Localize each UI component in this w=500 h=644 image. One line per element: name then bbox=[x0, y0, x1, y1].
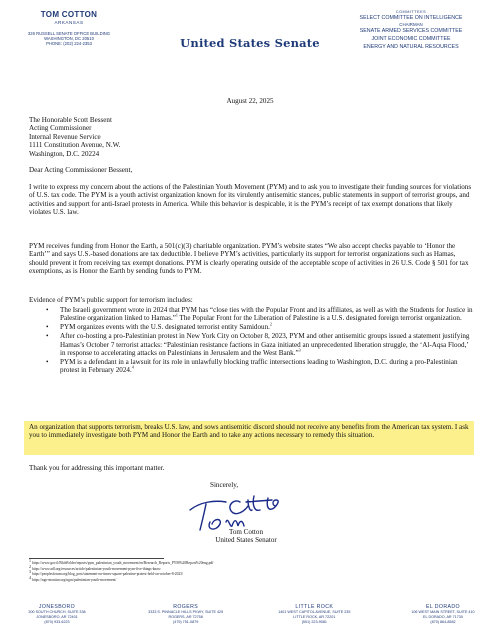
evidence-item: • PYM organizes events with the U.S. designated terrorist entity Samidoun.$^2$ bbox=[54, 323, 474, 331]
office-jonesboro: JONESBORO 300 SOUTH CHURCH, SUITE 338 JONESBORO, AR 72401 (870) 933-6223 bbox=[12, 604, 102, 624]
address-line: 326 RUSSELL SENATE OFFICE BUILDING bbox=[27, 31, 111, 36]
office-city: EL DORADO bbox=[425, 604, 460, 610]
footnote[interactable]: $^4$ https://ngo-monitor.org/ngos/palestinian-youth-movement/ bbox=[29, 574, 117, 582]
address-line: PHONE: (202) 224-2353 bbox=[46, 41, 92, 46]
salutation: Dear Acting Commissioner Bessent, bbox=[29, 166, 133, 174]
committee-role: CHAIRMAN bbox=[399, 22, 423, 27]
paragraph-request-highlighted: An organization that supports terrorism, breaks U.S. law, and sows antisemitic discord should not receive any benefits from the American tax system. I ask you to immediately investigate both PYM and Honor the Earth and to take any actions necessary to remedy this situation. bbox=[29, 423, 469, 440]
evidence-heading: Evidence of PYM’s public support for terrorism includes: bbox=[29, 296, 193, 304]
letter-date: August 22, 2025 bbox=[226, 97, 274, 105]
office-city: LITTLE ROCK bbox=[295, 604, 334, 610]
closing: Sincerely, bbox=[210, 481, 239, 489]
committees-list bbox=[336, 10, 486, 51]
evidence-list bbox=[54, 306, 474, 375]
senator-letterhead-left bbox=[14, 10, 124, 46]
office-city: ROGERS bbox=[173, 604, 199, 610]
committees-label: COMMITTEES bbox=[395, 10, 427, 14]
committee-name: SELECT COMMITTEE ON INTELLIGENCE bbox=[359, 15, 463, 21]
committee-name: ENERGY AND NATURAL RESOURCES bbox=[363, 44, 459, 50]
footnote[interactable]: $^3$ https://peoplesforum.org/blog_post/statement-on-times-square-palestine-protest-held-on-october-8-2023/ bbox=[29, 569, 183, 577]
signer-title: United States Senator bbox=[215, 536, 277, 545]
address-line: WASHINGTON, DC 20510 bbox=[44, 36, 94, 41]
evidence-item: • The Israeli government wrote in 2024 that PYM has “close ties with the Popular Front and its affiliates, as well as with the Students for Justice in Palestine organization linked to Hamas.”$^1$ The Popular Front for the Liberation of Palestine is a U.S. designated foreign terrorist organization. bbox=[54, 306, 474, 323]
office-rogers: ROGERS 3333 S. PINNACLE HILLS PKWY, SUITE 425 ROGERS, AR 72758 (479) 751-0879 bbox=[141, 604, 231, 624]
footnote-divider bbox=[29, 558, 164, 559]
state-offices-footer bbox=[0, 604, 500, 624]
evidence-item: • PYM is a defendant in a lawsuit for its role in unlawfully blocking traffic intersections leading to Washington, D.C. during a pro-Palestinian protest in February 2024.$^4$ bbox=[54, 358, 474, 375]
paragraph-intro: I write to express my concern about the actions of the Palestinian Youth Movement (PYM) and to ask you to investigate their funding sources for violations of U.S. tax code. The PYM is a youth activist organization known for its virulently antisemitic stances, public statements in support of terrorist groups, and activities and support for anti-Israel protests in America. While this behavior is despicable, it is the PYM’s receipt of tax exempt donations that likely violates U.S. law. bbox=[29, 183, 472, 217]
footnote[interactable]: $^1$ https://www.gov.il/BlobFolder/reports/pym_palestinian_youth_movement/en/Research_Reports_PYM%20Report%20eng.pdf bbox=[29, 558, 214, 566]
signer-block bbox=[206, 528, 286, 545]
office-city: JONESBORO bbox=[38, 604, 76, 610]
paragraph-funding: PYM receives funding from Honor the Earth, a 501(c)(3) charitable organization. PYM’s website states “We also accept checks payable to ‘Honor the Earth’” and says U.S.-based donations are tax deductible. I believe PYM’s activities, particularly its support for terrorist organizations such as Hamas, should prevent it from receiving tax exempt donations. PYM is clearly operating outside of the acceptable scope of activities in 26 U.S. Code § 501 for tax exemptions, as is Honor the Earth by sending funds to PYM. bbox=[29, 242, 469, 276]
footnote-ref: 3 bbox=[298, 347, 301, 353]
senator-state: ARKANSAS bbox=[54, 20, 84, 25]
addressee-line: Acting Commissioner bbox=[29, 124, 92, 133]
office-el-dorado: EL DORADO 106 WEST MAIN STREET, SUITE 410 EL DORADO, AR 71730 (870) 864-8582 bbox=[398, 604, 488, 624]
dc-office-address bbox=[14, 31, 124, 46]
footnote[interactable]: $^2$ https://www.adl.org/resources/article/palestinian-youth-movement-pym-five-things-know bbox=[29, 563, 161, 571]
addressee-line: Internal Revenue Service bbox=[29, 132, 101, 141]
addressee-line: The Honorable Scott Bessent bbox=[29, 116, 112, 124]
office-little-rock: LITTLE ROCK 1401 WEST CAPITOL AVENUE, SUITE 235 LITTLE ROCK, AR 72201 (501) 223-9081 bbox=[269, 604, 359, 624]
footnote-ref: 4 bbox=[131, 364, 134, 370]
senator-name: TOM COTTON bbox=[40, 10, 98, 19]
addressee-block bbox=[29, 116, 472, 158]
footnote-ref: 1 bbox=[175, 313, 178, 319]
signer-name: Tom Cotton bbox=[229, 528, 263, 536]
evidence-item: • After co-hosting a pro-Palestinian protest in New York City on October 8, 2023, PYM and other antisemitic groups issued a statement justifying Hamas’s October 7 terrorist attacks: “Palestinian resistance factions in Gaza initiated an unprecedented liberation struggle, the ‘Al-Aqsa Flood,’ in response to accelerating attacks on Palestinians in Jerusalem and the West Bank.”$^3$ bbox=[54, 332, 474, 357]
footnotes-list bbox=[29, 558, 329, 583]
senate-title: United States Senate bbox=[180, 36, 320, 50]
addressee-line: Washington, D.C. 20224 bbox=[29, 149, 100, 158]
committee-name: JOINT ECONOMIC COMMITTEE bbox=[371, 36, 451, 42]
addressee-line: 1111 Constitution Avenue, N.W. bbox=[29, 141, 121, 150]
footnote-ref: 2 bbox=[269, 321, 272, 327]
thanks-line: Thank you for addressing this important matter. bbox=[29, 464, 165, 472]
committee-name: SENATE ARMED SERVICES COMMITTEE bbox=[359, 28, 463, 34]
